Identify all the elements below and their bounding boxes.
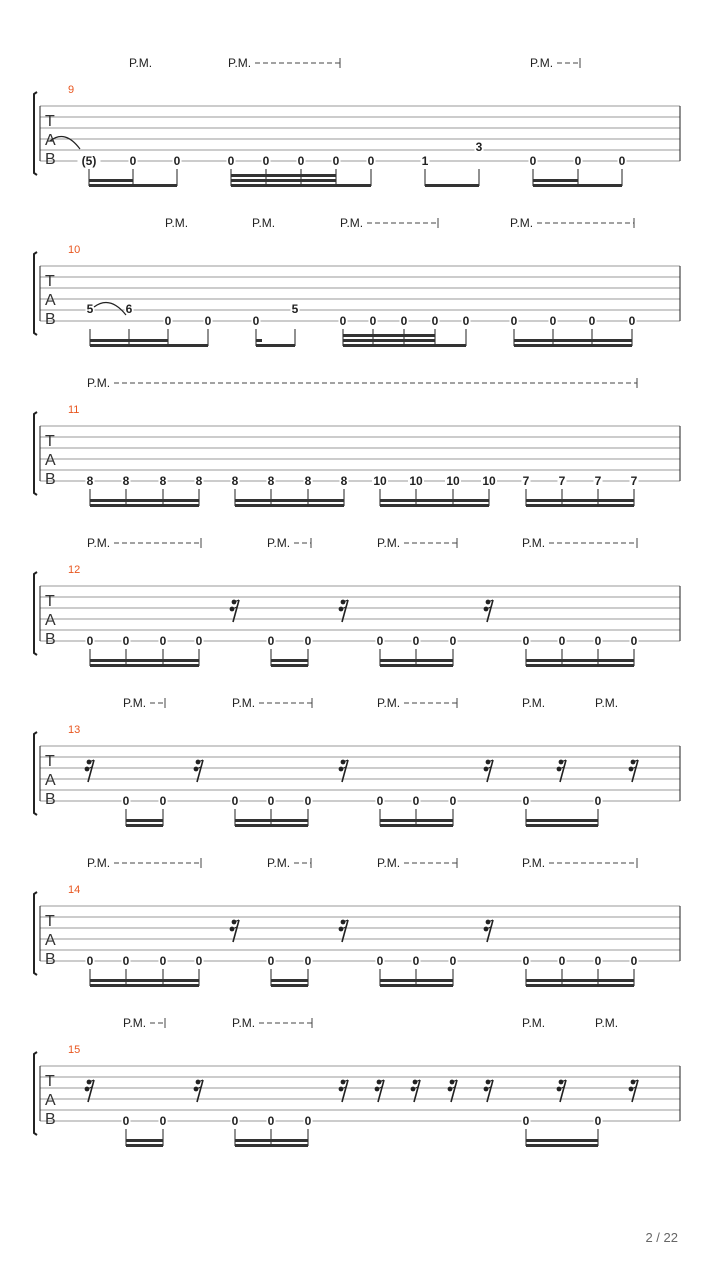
fret-number: 0 <box>86 634 94 648</box>
fret-number: 10 <box>446 474 460 488</box>
tab-clef-letter: T <box>45 753 55 770</box>
fret-number: 0 <box>574 154 582 168</box>
fret-number: 0 <box>86 954 94 968</box>
beam-secondary <box>533 179 578 182</box>
beam-primary <box>90 344 208 347</box>
fret-number: 8 <box>304 474 312 488</box>
beam-secondary <box>90 659 199 662</box>
beam-secondary <box>526 659 634 662</box>
fret-number: 8 <box>231 474 239 488</box>
beam-secondary <box>256 339 262 342</box>
beam-primary <box>231 184 371 187</box>
fret-number: 0 <box>376 634 384 648</box>
beam-primary <box>235 1144 308 1147</box>
fret-number: 0 <box>159 634 167 648</box>
beam-primary <box>526 824 598 827</box>
tab-system <box>34 696 680 827</box>
fret-number: 0 <box>231 794 239 808</box>
beam-tertiary <box>231 174 336 177</box>
beam-primary <box>256 344 295 347</box>
measure-number: 9 <box>68 84 75 96</box>
palm-mute-label: P.M. <box>252 216 276 230</box>
beam-secondary <box>526 499 634 502</box>
fret-number: 0 <box>267 1114 275 1128</box>
fret-number: 0 <box>195 634 203 648</box>
beam-secondary <box>380 499 489 502</box>
fret-number: 10 <box>482 474 496 488</box>
fret-number: 0 <box>173 154 181 168</box>
tie-arc <box>94 303 126 316</box>
beam-primary <box>526 1144 598 1147</box>
beam-secondary <box>380 659 453 662</box>
fret-number: 0 <box>522 634 530 648</box>
beam-secondary <box>126 1139 163 1142</box>
tab-system <box>34 1016 680 1147</box>
palm-mute-label: P.M. <box>267 536 291 550</box>
tab-clef-letter: A <box>45 132 56 149</box>
beam-primary <box>514 344 632 347</box>
fret-number: 0 <box>204 314 212 328</box>
beam-primary <box>380 984 453 987</box>
fret-number: 0 <box>122 794 130 808</box>
tab-clef-letter: A <box>45 452 56 469</box>
fret-number: 0 <box>304 954 312 968</box>
fret-number: 0 <box>376 794 384 808</box>
palm-mute-label: P.M. <box>377 536 401 550</box>
fret-number: 0 <box>227 154 235 168</box>
palm-mute-label: P.M. <box>595 1016 619 1030</box>
system-bracket <box>34 572 37 655</box>
measure-number: 13 <box>68 724 81 736</box>
tab-clef-letter: A <box>45 612 56 629</box>
beam-primary <box>126 1144 163 1147</box>
measure-number: 11 <box>68 404 80 416</box>
beam-secondary <box>89 179 133 182</box>
beam-secondary <box>526 819 598 822</box>
tab-clef-letter: B <box>45 311 56 328</box>
beam-secondary <box>526 1139 598 1142</box>
tab-clef-letter: B <box>45 951 56 968</box>
palm-mute-label: P.M. <box>123 696 147 710</box>
palm-mute-label: P.M. <box>377 856 401 870</box>
fret-number: 0 <box>630 634 638 648</box>
fret-number: 0 <box>297 154 305 168</box>
fret-number: 0 <box>522 954 530 968</box>
beam-primary <box>271 984 308 987</box>
palm-mute-label: P.M. <box>123 1016 147 1030</box>
beam-primary <box>526 664 634 667</box>
fret-number: 5 <box>86 302 94 316</box>
palm-mute-label: P.M. <box>595 696 619 710</box>
beam-secondary <box>526 979 634 982</box>
fret-number: 0 <box>304 634 312 648</box>
beam-primary <box>425 184 479 187</box>
fret-number: 0 <box>412 634 420 648</box>
fret-number: 0 <box>252 314 260 328</box>
fret-number: 10 <box>409 474 423 488</box>
palm-mute-label: P.M. <box>530 56 554 70</box>
fret-number: 0 <box>522 1114 530 1128</box>
fret-number: 0 <box>332 154 340 168</box>
fret-number: 7 <box>522 474 530 488</box>
fret-number: 0 <box>195 954 203 968</box>
fret-number: 0 <box>231 1114 239 1128</box>
beam-secondary <box>235 499 344 502</box>
system-bracket <box>34 892 37 975</box>
palm-mute-label: P.M. <box>232 696 256 710</box>
measure-number: 15 <box>68 1044 81 1056</box>
palm-mute-label: P.M. <box>522 1016 546 1030</box>
tab-clef-letter: B <box>45 1111 56 1128</box>
beam-primary <box>380 824 453 827</box>
fret-number: 0 <box>529 154 537 168</box>
beam-secondary <box>90 979 199 982</box>
tab-clef-letter: B <box>45 791 56 808</box>
beam-primary <box>380 664 453 667</box>
beam-primary <box>90 664 199 667</box>
fret-number: 0 <box>594 634 602 648</box>
fret-number: 0 <box>376 954 384 968</box>
beam-primary <box>271 664 308 667</box>
fret-number: 0 <box>400 314 408 328</box>
tab-system <box>34 376 680 507</box>
fret-number: 0 <box>159 1114 167 1128</box>
fret-number: 3 <box>475 140 483 154</box>
fret-number: 8 <box>159 474 167 488</box>
fret-number: 0 <box>618 154 626 168</box>
fret-number: 8 <box>195 474 203 488</box>
fret-number: 0 <box>628 314 636 328</box>
palm-mute-label: P.M. <box>87 536 111 550</box>
palm-mute-label: P.M. <box>228 56 252 70</box>
tab-clef-letter: B <box>45 151 56 168</box>
palm-mute-label: P.M. <box>267 856 291 870</box>
fret-number: 8 <box>267 474 275 488</box>
fret-number: 1 <box>421 154 429 168</box>
palm-mute-label: P.M. <box>232 1016 256 1030</box>
system-bracket <box>34 412 37 495</box>
fret-number: 0 <box>339 314 347 328</box>
palm-mute-label: P.M. <box>377 696 401 710</box>
fret-number: 0 <box>630 954 638 968</box>
page-number: 2 / 22 <box>645 1230 678 1245</box>
fret-number: 8 <box>86 474 94 488</box>
fret-number: 0 <box>588 314 596 328</box>
beam-primary <box>343 344 466 347</box>
measure-number: 14 <box>68 884 81 896</box>
palm-mute-label: P.M. <box>522 536 546 550</box>
fret-number: 0 <box>594 954 602 968</box>
fret-number: 8 <box>122 474 130 488</box>
beam-primary <box>126 824 163 827</box>
beam-secondary <box>90 499 199 502</box>
fret-number: 0 <box>522 794 530 808</box>
fret-number: 0 <box>558 634 566 648</box>
fret-number: 8 <box>340 474 348 488</box>
palm-mute-label: P.M. <box>165 216 189 230</box>
fret-number: 0 <box>412 794 420 808</box>
beam-primary <box>89 184 177 187</box>
fret-number: 0 <box>122 1114 130 1128</box>
fret-number: 7 <box>630 474 638 488</box>
tab-system <box>34 536 680 667</box>
beam-secondary <box>235 1139 308 1142</box>
fret-number: 0 <box>594 1114 602 1128</box>
beam-primary <box>526 984 634 987</box>
palm-mute-label: P.M. <box>510 216 534 230</box>
fret-number: 0 <box>549 314 557 328</box>
fret-number: 0 <box>159 954 167 968</box>
tab-clef-letter: T <box>45 113 55 130</box>
fret-number: 0 <box>122 634 130 648</box>
fret-number: 0 <box>462 314 470 328</box>
fret-number: 0 <box>267 634 275 648</box>
beam-secondary <box>235 819 308 822</box>
beam-secondary <box>231 179 336 182</box>
fret-number: 0 <box>129 154 137 168</box>
palm-mute-label: P.M. <box>522 696 546 710</box>
fret-number: 0 <box>164 314 172 328</box>
tab-system <box>34 856 680 987</box>
palm-mute-label: P.M. <box>340 216 364 230</box>
tab-clef-letter: B <box>45 631 56 648</box>
fret-number: 0 <box>558 954 566 968</box>
fret-number: 10 <box>373 474 387 488</box>
tab-clef-letter: A <box>45 772 56 789</box>
tab-clef-letter: A <box>45 932 56 949</box>
beam-secondary <box>90 339 168 342</box>
tab-clef-letter: A <box>45 292 56 309</box>
fret-number: 0 <box>304 794 312 808</box>
beam-secondary <box>271 659 308 662</box>
beam-primary <box>533 184 622 187</box>
fret-number: 0 <box>431 314 439 328</box>
tab-system <box>34 216 680 347</box>
tab-clef-letter: T <box>45 273 55 290</box>
measure-number: 10 <box>68 244 81 256</box>
fret-number: 5 <box>291 302 299 316</box>
fret-number: 0 <box>122 954 130 968</box>
fret-number: (5) <box>81 154 97 168</box>
beam-primary <box>90 504 199 507</box>
fret-number: 0 <box>367 154 375 168</box>
fret-number: 6 <box>125 302 133 316</box>
fret-number: 0 <box>449 954 457 968</box>
tab-clef-letter: T <box>45 433 55 450</box>
fret-number: 7 <box>558 474 566 488</box>
fret-number: 0 <box>594 794 602 808</box>
tab-clef-letter: T <box>45 1073 55 1090</box>
palm-mute-label: P.M. <box>87 376 111 390</box>
tab-clef-letter: T <box>45 913 55 930</box>
beam-secondary <box>514 339 632 342</box>
beam-primary <box>526 504 634 507</box>
system-bracket <box>34 732 37 815</box>
beam-tertiary <box>343 334 435 337</box>
fret-number: 0 <box>262 154 270 168</box>
fret-number: 0 <box>267 794 275 808</box>
beam-secondary <box>126 819 163 822</box>
beam-secondary <box>380 819 453 822</box>
palm-mute-label: P.M. <box>87 856 111 870</box>
fret-number: 0 <box>449 634 457 648</box>
fret-number: 7 <box>594 474 602 488</box>
fret-number: 0 <box>510 314 518 328</box>
measure-number: 12 <box>68 564 81 576</box>
fret-number: 0 <box>412 954 420 968</box>
system-bracket <box>34 1052 37 1135</box>
beam-primary <box>235 504 344 507</box>
palm-mute-label: P.M. <box>129 56 153 70</box>
tab-clef-letter: A <box>45 1092 56 1109</box>
fret-number: 0 <box>304 1114 312 1128</box>
tab-clef-letter: B <box>45 471 56 488</box>
beam-primary <box>380 504 489 507</box>
palm-mute-label: P.M. <box>522 856 546 870</box>
beam-primary <box>90 984 199 987</box>
beam-primary <box>235 824 308 827</box>
fret-number: 0 <box>369 314 377 328</box>
beam-secondary <box>380 979 453 982</box>
beam-secondary <box>343 339 435 342</box>
system-bracket <box>34 92 37 175</box>
tab-clef-letter: T <box>45 593 55 610</box>
system-bracket <box>34 252 37 335</box>
tab-system <box>34 56 680 187</box>
beam-secondary <box>271 979 308 982</box>
fret-number: 0 <box>159 794 167 808</box>
fret-number: 0 <box>267 954 275 968</box>
fret-number: 0 <box>449 794 457 808</box>
